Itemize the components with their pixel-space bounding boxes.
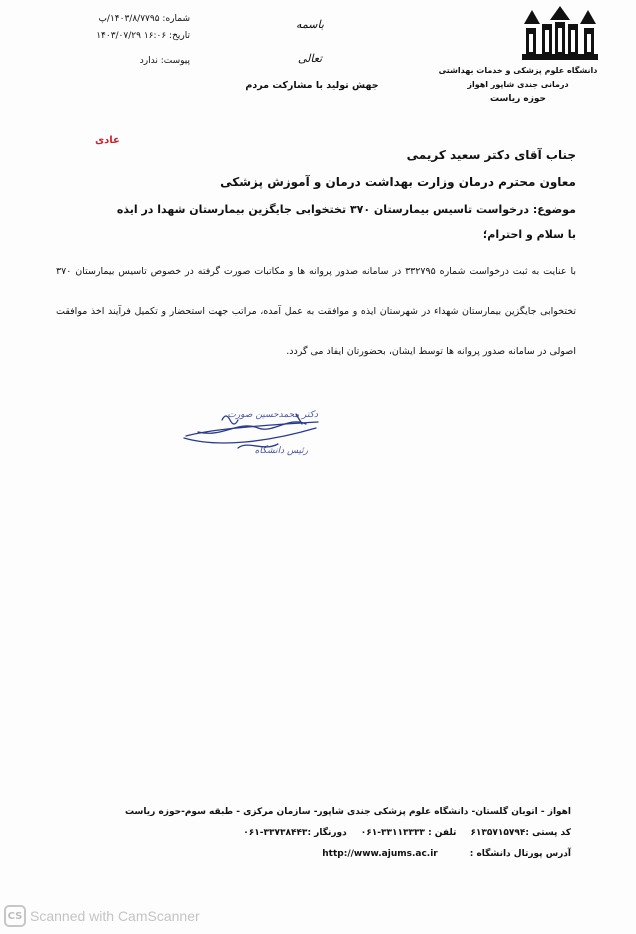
footer-portal-url[interactable]: http://www.ajums.ac.ir — [322, 849, 438, 859]
basmala-text: باسمه تعالی — [296, 18, 324, 65]
letter-metadata — [30, 12, 190, 71]
letter-body: با عنایت به ثبت درخواست شماره ۳۳۲۷۹۵ در سامانه صدور پروانه ها و مکاتبات صورت گرفته در خصوص تاسیس بیمارستان ۳۷۰ تختخوابی جایگزین بیمارستان شهداء در شهرستان ایذه و موافقت به عمل آمده، مراتب جهت استحضار و تکمیل فرآیند اخذ موافقت اصولی در سامانه صدور پروانه ها توسط ایشان، بحضورتان ایفاد می گردد. — [56, 266, 576, 357]
university-logo-icon — [522, 6, 598, 62]
addressee: جناب آقای دکتر سعید کریمی — [406, 148, 576, 162]
priority-label: عادی — [95, 135, 120, 146]
letter-number: شماره: ۱۴۰۳/۸/۷۷۹۵/پ — [98, 14, 190, 24]
footer-address: اهواز - اتوبان گلستان- دانشگاه علوم پزشکی جندی شاپور- سازمان مرکزی - طبقه سوم-حوزه ریاست — [125, 807, 571, 817]
scanner-text: Scanned with CamScanner — [30, 908, 200, 924]
letter-footer — [51, 802, 571, 865]
footer-phone: تلفن : ۳۳۱۱۳۳۳۳-۰۶۱ — [360, 828, 457, 838]
camscanner-logo-icon: CS — [4, 905, 26, 927]
footer-portal-label: آدرس پورتال دانشگاه : — [469, 849, 571, 859]
letter-attachment: پیوست: ندارد — [139, 56, 190, 66]
department-name: حوزه ریاست — [489, 94, 547, 104]
signature-name: دکتر محمدحسین صورت — [227, 410, 318, 420]
footer-postal-code: کد پستی :۶۱۳۵۷۱۵۷۹۴ — [470, 828, 571, 838]
footer-portal-row — [51, 844, 571, 865]
addressee-role: معاون محترم درمان وزارت بهداشت درمان و آموزش پزشکی — [220, 175, 576, 189]
footer-contact-row — [51, 823, 571, 844]
greeting: با سلام و احترام؛ — [482, 228, 576, 241]
signature — [178, 408, 328, 466]
letter-subject: موضوع: درخواست تاسیس بیمارستان ۳۷۰ تختخوابی جایگزین بیمارستان شهدا در ایذه — [116, 203, 576, 216]
university-name — [438, 64, 598, 106]
letter-date: تاریخ: ۱۶:۰۶ ۱۴۰۳/۰۷/۲۹ — [96, 31, 190, 41]
scanner-watermark — [4, 903, 200, 929]
signature-title: رئیس دانشگاه — [254, 446, 308, 456]
university-title: دانشگاه علوم پزشکی و خدمات بهداشتی درمانی جندی شاپور اهواز — [438, 66, 598, 89]
footer-address-row — [51, 802, 571, 823]
footer-fax: دورنگار :۳۳۷۳۸۴۴۳-۰۶۱ — [243, 828, 347, 838]
basmala-calligraphy — [285, 8, 335, 65]
slogan: جهش تولید با مشارکت مردم — [245, 80, 379, 91]
